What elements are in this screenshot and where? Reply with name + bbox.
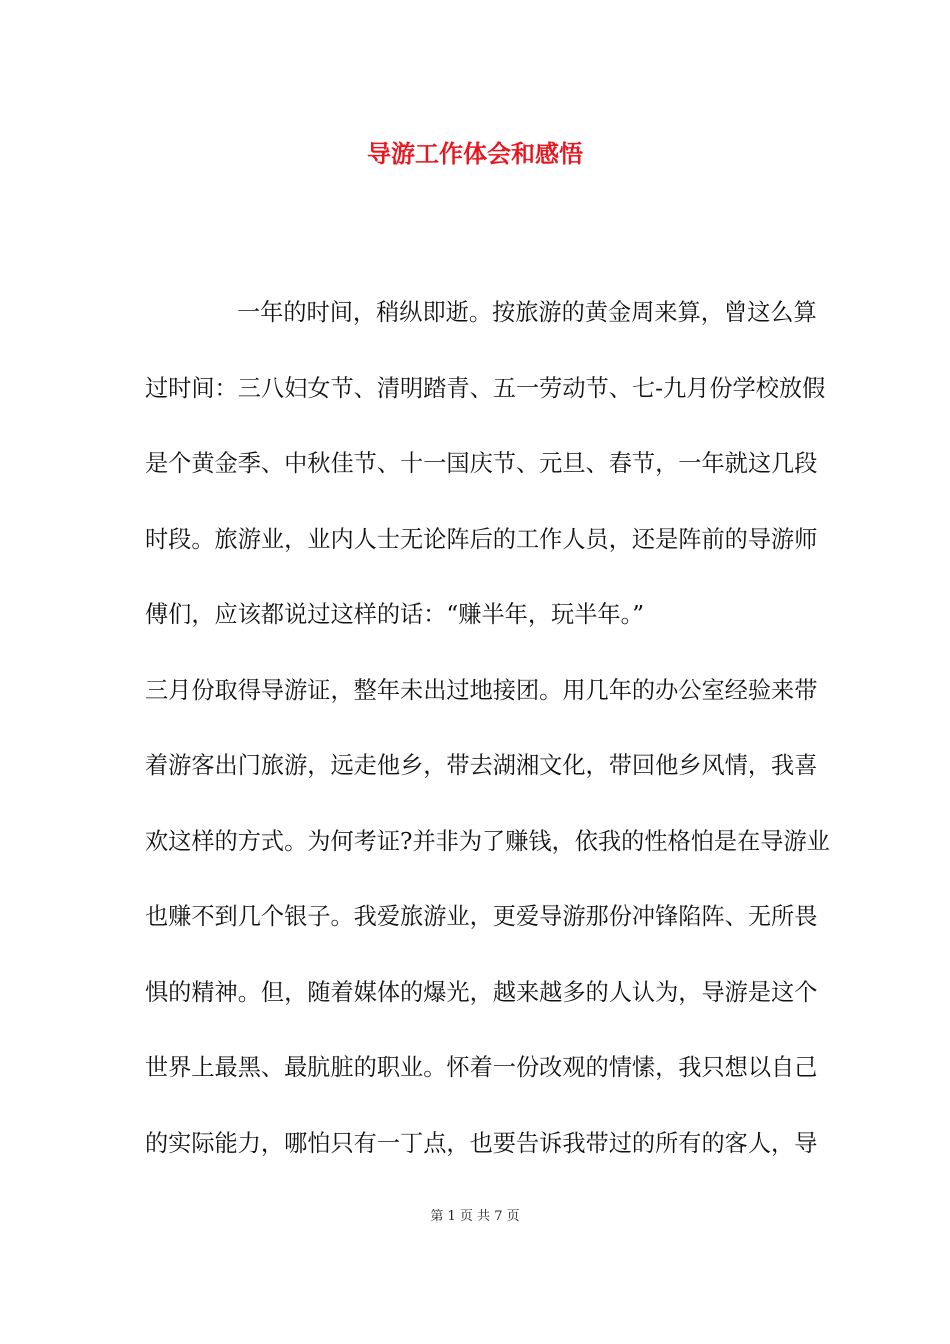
paragraph-2-line-2: 着游客出门旅游，远走他乡，带去湖湘文化，带回他乡风情，我喜 (145, 752, 818, 779)
paragraph-2-line-1: 三月份取得导游证，整年未出过地接团。用几年的办公室经验来带 (145, 676, 818, 704)
document-body (145, 275, 830, 1181)
paragraph-1-line-5: 傅们，应该都说过这样的话：“赚半年，玩半年。” (145, 601, 645, 628)
page-number-footer: 第 1 页 共 7 页 (430, 1209, 520, 1224)
paragraph-2-line-4: 也赚不到几个银子。我爱旅游业，更爱导游那份冲锋陷阵、无所畏 (145, 903, 818, 930)
paragraph-2-line-7: 的实际能力，哪怕只有一丁点，也要告诉我带过的所有的客人，导 (145, 1129, 818, 1157)
paragraph-2-line-3: 欢这样的方式。为何考证?并非为了赚钱，依我的性格怕是在导游业 (145, 827, 830, 855)
paragraph-1-line-4: 时段。旅游业，业内人士无论阵后的工作人员，还是阵前的导游师 (145, 525, 818, 553)
paragraph-2-line-5: 惧的精神。但，随着媒体的爆光，越来越多的人认为，导游是这个 (145, 978, 818, 1006)
paragraph-1-line-3: 是个黄金季、中秋佳节、十一国庆节、元旦、春节，一年就这几段 (145, 450, 818, 477)
paragraph-2-line-6: 世界上最黑、最肮脏的职业。怀着一份改观的情愫，我只想以自己 (145, 1054, 818, 1081)
paragraph-1-line-2: 过时间：三八妇女节、清明踏青、五一劳动节、七-九月份学校放假 (145, 374, 826, 402)
paragraph-1-line-1: 一年的时间，稍纵即逝。按旅游的黄金周来算，曾这么算 (237, 299, 817, 326)
document-title: 导游工作体会和感悟 (367, 139, 583, 168)
